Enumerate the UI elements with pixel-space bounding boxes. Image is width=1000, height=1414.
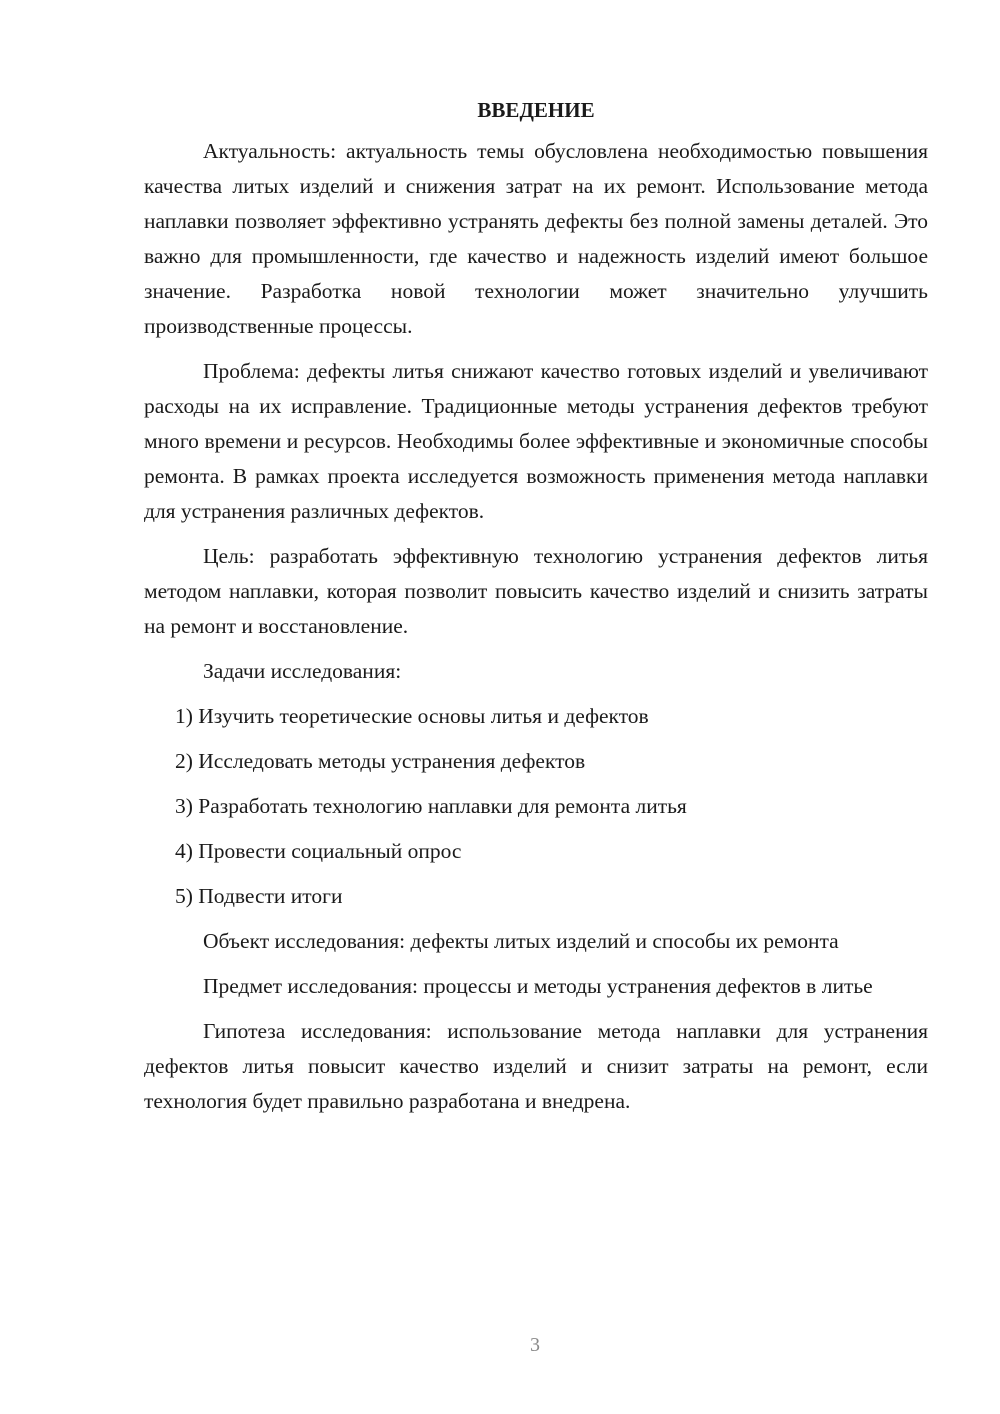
tasks-heading: Задачи исследования: (203, 659, 402, 683)
paragraph-relevance: Актуальность: актуальность темы обусловлена необходимостью повышения качества литых изделий и снижения затрат на их ремонт. Использование метода наплавки позволяет эффективно устранять дефекты без полной замены деталей. Это важно для промышленности, где качество и надежность изделий имеют большое значение. Разработка новой технологии может значительно улучшить производственные процессы. (144, 139, 928, 338)
paragraph-subject: Предмет исследования: процессы и методы устранения дефектов в литье (203, 974, 873, 998)
list-item: 5) Подвести итоги (175, 884, 343, 908)
list-item: 1) Изучить теоретические основы литья и дефектов (175, 704, 649, 728)
paragraph-hypothesis: Гипотеза исследования: использование метода наплавки для устранения дефектов литья повысит качество изделий и снизит затраты на ремонт, если технология будет правильно разработана и внедрена. (144, 1019, 928, 1113)
tasks-list (144, 699, 928, 914)
page-number: 3 (530, 1334, 540, 1356)
list-item: 2) Исследовать методы устранения дефектов (175, 749, 586, 773)
paragraph-problem: Проблема: дефекты литья снижают качество готовых изделий и увеличивают расходы на их исправление. Традиционные методы устранения дефектов требуют много времени и ресурсов. Необходимы более эффективные и экономичные способы ремонта. В рамках проекта исследуется возможность применения метода наплавки для устранения различных дефектов. (144, 359, 928, 523)
list-item: 3) Разработать технологию наплавки для ремонта литья (175, 794, 687, 818)
paragraph-goal: Цель: разработать эффективную технологию устранения дефектов литья методом наплавки, которая позволит повысить качество изделий и снизить затраты на ремонт и восстановление. (144, 544, 928, 638)
list-item: 4) Провести социальный опрос (175, 839, 462, 863)
document-page (144, 90, 928, 1129)
paragraph-object: Объект исследования: дефекты литых изделий и способы их ремонта (203, 929, 839, 953)
page-title: ВВЕДЕНИЕ (477, 98, 595, 122)
